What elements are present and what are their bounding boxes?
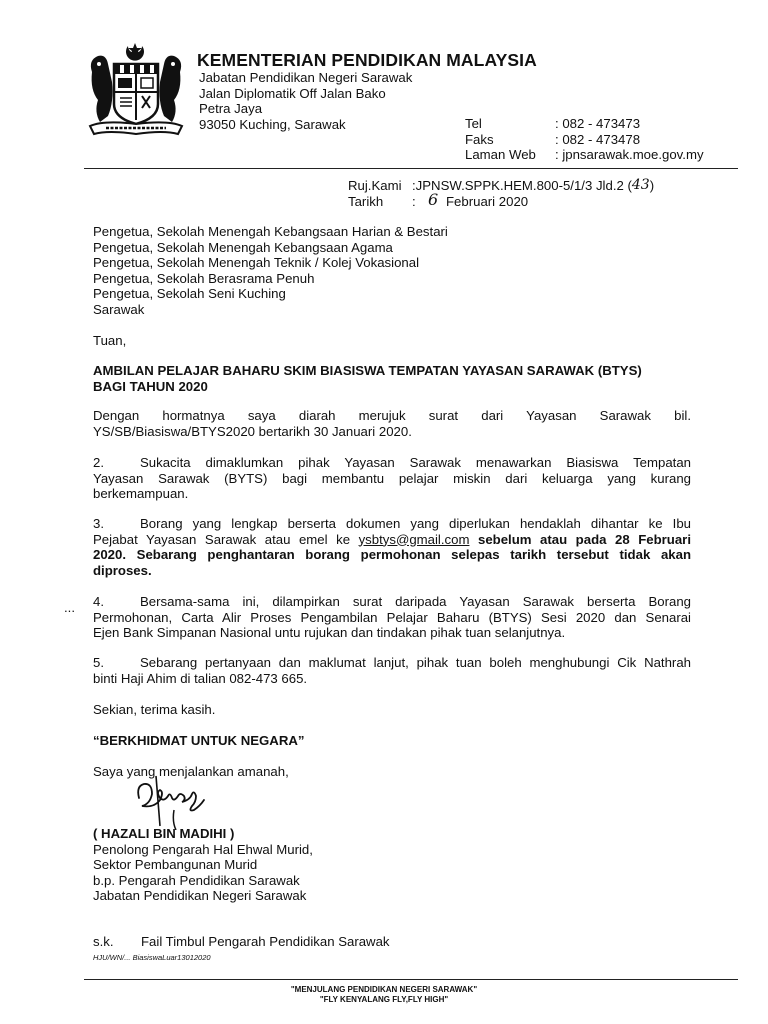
recipient-line: Pengetua, Sekolah Seni Kuching (93, 286, 286, 302)
signatory-name: ( HAZALI BIN MADIHI ) (93, 826, 235, 841)
salutation: Tuan, (93, 333, 127, 348)
address-line: 93050 Kuching, Sarawak (199, 116, 346, 132)
paragraph-line (93, 455, 691, 471)
paragraph-line: 2020. Sebarang penghantaran borang permohonan selepas tarikh tersebut tidak akan (93, 547, 691, 562)
signatory-title-line: Sektor Pembangunan Murid (93, 857, 258, 872)
contact-row-fax (465, 132, 704, 148)
paragraph-text: Bersama-sama ini, dilampirkan surat daripada Yayasan Sarawak berserta Borang (140, 594, 691, 609)
file-reference: HJU/WN/... BiasiswaLuar13012020 (93, 953, 211, 962)
paragraph-line: YS/SB/Biasiswa/BTYS2020 bertarikh 30 Januari 2020. (93, 423, 412, 439)
recipient-line: Pengetua, Sekolah Menengah Kebangsaan Harian & Bestari (93, 224, 448, 239)
paragraph-5 (93, 655, 691, 686)
paragraph-3 (93, 516, 691, 578)
footer-divider (84, 979, 738, 980)
paragraph-line: Dengan hormatnya saya diarah merujuk surat dari Yayasan Sarawak bil. (93, 408, 691, 423)
date-row (348, 190, 654, 210)
reference-label: Ruj.Kami (348, 178, 402, 193)
address-line: Petra Jaya (199, 101, 263, 116)
recipient-list (93, 224, 448, 318)
reference-close: ) (649, 178, 655, 193)
subject-line: BAGI TAHUN 2020 (93, 378, 208, 394)
footer-tagline: "FLY KENYALANG FLY,FLY HIGH" (319, 995, 449, 1004)
paragraph-text: Borang yang lengkap berserta dokumen yang diperlukan hendaklah dihantar ke Ibu (140, 516, 691, 531)
paragraph-line (93, 516, 691, 532)
subject-line: AMBILAN PELAJAR BAHARU SKIM BIASISWA TEMPATAN YAYASAN SARAWAK (BTYS) (93, 363, 642, 378)
recipient-line: Pengetua, Sekolah Menengah Teknik / Kolej Vokasional (93, 255, 420, 271)
email-link[interactable]: ysbtys@gmail.com (358, 531, 470, 547)
motto-text: “BERKHIDMAT UNTUK NEGARA” (93, 733, 305, 748)
paragraph-line: diproses. (93, 562, 152, 578)
footer-slogan: "MENJULANG PENDIDIKAN NEGERI SARAWAK" (290, 985, 478, 994)
paragraph-line: berkemampuan. (93, 486, 189, 501)
recipient-line: Pengetua, Sekolah Menengah Kebangsaan Agama (93, 239, 393, 255)
address-line: Jabatan Pendidikan Negeri Sarawak (199, 70, 413, 85)
paragraph-line: Yayasan Sarawak (BYTS) bagi membantu pelajar miskin dari keluarga yang kurang (93, 470, 691, 486)
paragraph-line (93, 594, 691, 610)
paragraph-line: Ejen Bank Simpanan Nasional untu rujukan dan tindakan pihak tuan selanjutnya. (93, 625, 566, 640)
date-value: Februari 2020 (446, 194, 529, 209)
contact-value: : jpnsarawak.moe.gov.my (555, 147, 704, 162)
cc-value: Fail Timbul Pengarah Pendidikan Sarawak (141, 934, 390, 949)
signatory-title-line: b.p. Pengarah Pendidikan Sarawak (93, 872, 300, 888)
reference-handwritten-number: 43 (631, 177, 650, 193)
address-line: Jalan Diplomatik Off Jalan Bako (199, 85, 386, 101)
date-handwritten-day: 6 (428, 190, 439, 209)
paragraph-line (93, 532, 691, 548)
signatory-title-line: Jabatan Pendidikan Negeri Sarawak (93, 888, 307, 903)
letter-subject (93, 363, 691, 394)
paragraph-text: Pejabat Yayasan Sarawak atau emel ke (93, 531, 359, 547)
contact-label: Faks (465, 131, 494, 147)
paragraph-1 (93, 408, 691, 439)
paragraph-line: binti Haji Ahim di talian 082-473 665. (93, 670, 308, 686)
contact-details (465, 116, 704, 163)
paragraph-number: 3. (93, 516, 104, 531)
cc-label: s.k. (93, 934, 114, 949)
contact-label: Laman Web (465, 147, 536, 162)
cc-line (93, 934, 390, 950)
reference-block (348, 178, 654, 210)
contact-value: : 082 - 473478 (555, 131, 641, 147)
paragraph-line (93, 655, 691, 671)
margin-dots: ... (64, 600, 75, 615)
paragraph-text: Sukacita dimaklumkan pihak Yayasan Sarawak menawarkan Biasiswa Tempatan (140, 455, 691, 470)
contact-row-tel (465, 116, 704, 132)
deadline-text: sebelum atau pada 28 Februari (469, 531, 691, 547)
contact-row-website (465, 147, 704, 163)
contact-value: : 082 - 473473 (555, 116, 641, 131)
header-divider (84, 168, 738, 169)
paragraph-text: Sebarang pertanyaan dan maklumat lanjut, pihak tuan boleh menghubungi Cik Nathrah (140, 655, 691, 670)
paragraph-number: 5. (93, 655, 104, 670)
department-address (199, 70, 412, 132)
recipient-line: Sarawak (93, 301, 145, 317)
handwritten-signature (134, 770, 214, 830)
paragraph-4 (93, 594, 691, 641)
reference-number-row (348, 178, 654, 194)
date-label: Tarikh (348, 194, 384, 209)
contact-label: Tel (465, 116, 482, 131)
reference-value: :JPNSW.SPPK.HEM.800-5/1/3 Jld.2 ( (412, 178, 632, 193)
paragraph-number: 4. (93, 594, 104, 609)
signatory-block (93, 826, 691, 904)
date-separator: : (412, 194, 416, 209)
recipient-line: Pengetua, Sekolah Berasrama Penuh (93, 270, 315, 286)
closing-text: Sekian, terima kasih. (93, 702, 216, 717)
ministry-name: KEMENTERIAN PENDIDIKAN MALAYSIA (197, 50, 537, 70)
signatory-title-line: Penolong Pengarah Hal Ehwal Murid, (93, 841, 313, 857)
paragraph-2 (93, 455, 691, 502)
coat-of-arms-logo (84, 42, 188, 140)
paragraph-number: 2. (93, 455, 104, 470)
paragraph-line: Permohonan, Carta Alir Proses Pengambilan Pelajar Baharu (BTYS) Sesi 2020 dan Senarai (93, 609, 691, 625)
sign-off-text: Saya yang menjalankan amanah, (93, 764, 289, 779)
